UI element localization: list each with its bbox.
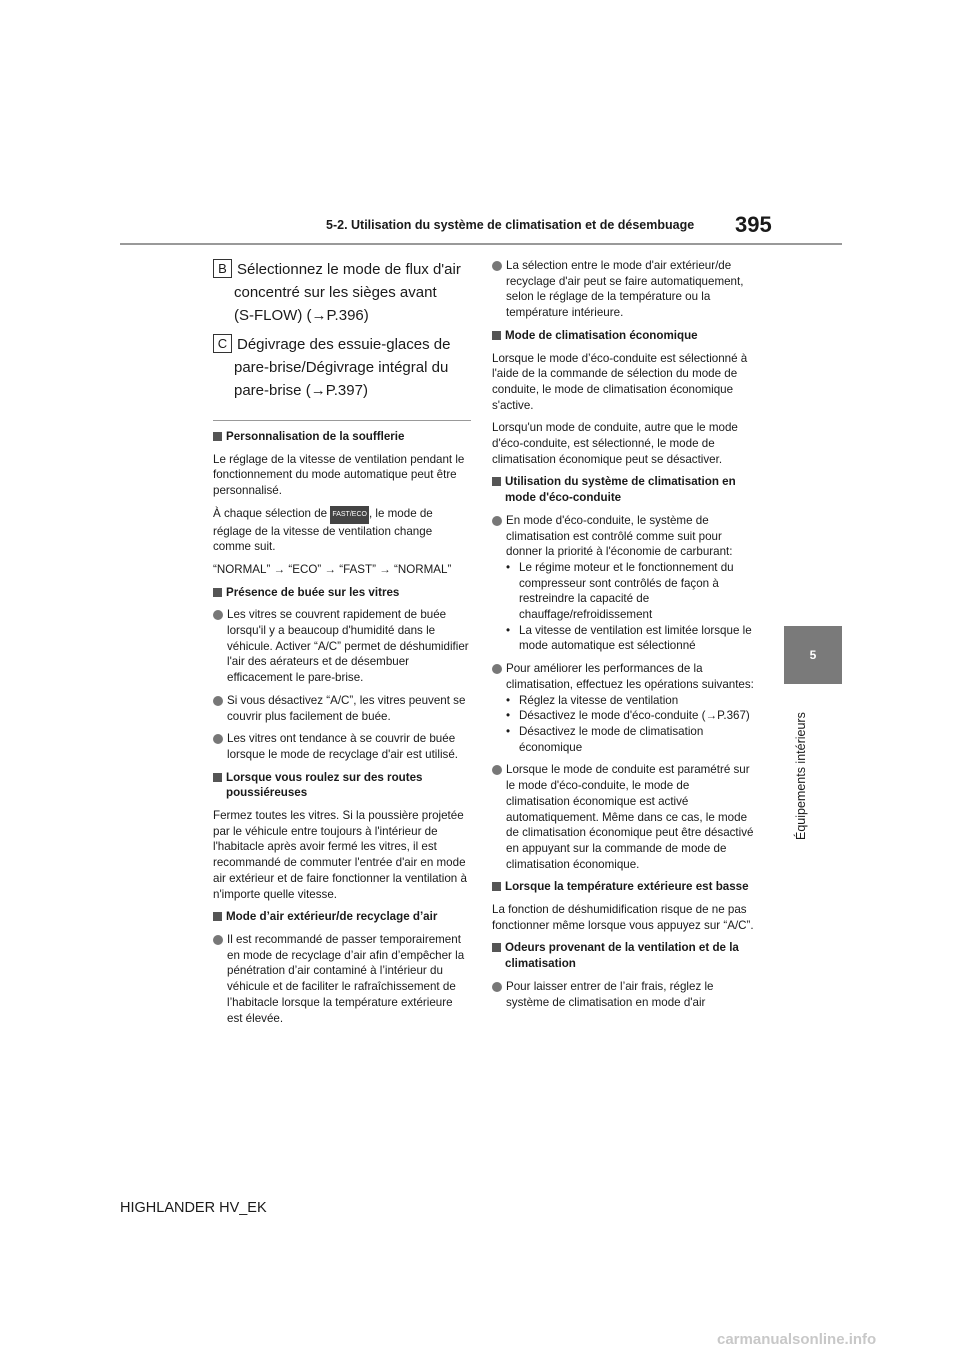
paragraph: Le réglage de la vitesse de ventilation pendant le fonctionnement du mode automatique peut être personnalisé. [213, 452, 465, 498]
bullet: Pour améliorer les performances de la climatisation, effectuez les opérations suivantes: • Réglez la vitesse de ventilation • Désactivez le mode d'éco-conduite (→P.367) • Désactivez le mode de climatisation économique [492, 661, 754, 755]
item-c: C Dégivrage des essuie-glaces de pare-brise/Dégivrage intégral du pare-brise (→P.397) [213, 333, 471, 402]
left-column [213, 258, 471, 1033]
sub-bullet: • Réglez la vitesse de ventilation [506, 693, 679, 707]
circle-bullet-icon [492, 261, 502, 271]
bullet: Les vitres ont tendance à se couvrir de buée lorsque le mode de recyclage d'air est utilisé. [213, 731, 471, 762]
circle-bullet-icon [213, 935, 223, 945]
header-rule [120, 243, 842, 245]
paragraph: Lorsqu'un mode de conduite, autre que le mode d'éco-conduite, est sélectionné, le mode de climatisation économique peut se désactiver. [492, 421, 738, 466]
bullet: En mode d'éco-conduite, le système de climatisation est contrôlé comme suit pour donner la priorité à l'économie de carburant: • Le régime moteur et le fonctionnement du compresseur sont contrôlés de façon à restreindre la capacité de chauffage/refroidissement • La vitesse de ventilation est limitée lorsque le mode automatique est sélectionné [492, 513, 754, 654]
paragraph: Lorsque le mode d’éco-conduite est sélectionné à l'aide de la commande de sélection du mode de conduite, le mode de climatisation économique s'active. [492, 351, 748, 412]
label-box-b: B [213, 259, 232, 278]
square-bullet-icon [492, 882, 501, 891]
watermark[interactable]: carmanualsonline.info [717, 1331, 877, 1348]
square-bullet-icon [492, 943, 501, 952]
square-bullet-icon [213, 432, 222, 441]
heading: Utilisation du système de climatisation en mode d'éco-conduite [492, 474, 754, 505]
separator [213, 420, 471, 421]
sub-bullet: • Désactivez le mode de climatisation économique [506, 724, 704, 754]
footer-model: HIGHLANDER HV_EK [120, 1200, 267, 1216]
heading: Lorsque la température extérieure est basse [492, 879, 754, 895]
chapter-tab[interactable]: 5 [784, 626, 842, 684]
circle-bullet-icon [213, 696, 223, 706]
paragraph: À chaque sélection de FAST/ECO , le mode de réglage de la vitesse de ventilation change comme suit. [213, 506, 433, 554]
chapter-label: Équipements intérieurs [794, 712, 808, 840]
square-bullet-icon [213, 588, 222, 597]
heading: Présence de buée sur les vitres [213, 585, 471, 601]
circle-bullet-icon [492, 516, 502, 526]
sub-bullet: • Le régime moteur et le fonctionnement du compresseur sont contrôlés de façon à restreindre la capacité de chauffage/refroidissement [506, 560, 734, 622]
circle-bullet-icon [213, 610, 223, 620]
heading: Mode d’air extérieur/de recyclage d’air [213, 909, 471, 925]
bullet: Lorsque le mode de conduite est paramétré sur le mode d'éco-conduite, le mode de climatisation économique est activé automatiquement. Même dans ce cas, le mode de climatisation économique peut être désactivé en appuyant sur la commande de mode de climatisation économique. [492, 762, 754, 872]
circle-bullet-icon [492, 765, 502, 775]
square-bullet-icon [213, 773, 222, 782]
heading: Lorsque vous roulez sur des routes poussiéreuses [213, 770, 471, 801]
sub-bullet: • Désactivez le mode d'éco-conduite (→P.367) [506, 709, 750, 723]
page-number: 395 [735, 212, 772, 237]
bullet: La sélection entre le mode d'air extérieur/de recyclage d'air peut se faire automatiquement, selon le réglage de la température ou la température intérieure. [492, 258, 754, 321]
section-title: 5-2. Utilisation du système de climatisation et de désembuage [326, 218, 695, 232]
circle-bullet-icon [492, 982, 502, 992]
square-bullet-icon [213, 912, 222, 921]
fast-eco-button-icon: FAST/ECO [330, 506, 369, 524]
bullet: Pour laisser entrer de l’air frais, réglez le système de climatisation en mode d'air [492, 979, 754, 1010]
heading: Odeurs provenant de la ventilation et de la climatisation [492, 940, 754, 971]
paragraph: Fermez toutes les vitres. Si la poussière projetée par le véhicule entre toujours à l'intérieur de l'habitacle après avoir fermé les vitres, il est recommandé de commuter l'entrée d'air en mode air extérieur et de faire fonctionner la ventilation à n'importe quelle vitesse. [213, 809, 467, 901]
circle-bullet-icon [213, 734, 223, 744]
square-bullet-icon [492, 331, 501, 340]
bullet: Il est recommandé de passer temporairement en mode de recyclage d’air afin d’empêcher la pénétration d’air contaminé à l’intérieur du véhicule et de faciliter le rafraîchissement de l’habitacle lorsque la température extérieure est élevée. [213, 932, 471, 1026]
bullet: Si vous désactivez “A/C”, les vitres peuvent se couvrir plus facilement de buée. [213, 693, 471, 724]
paragraph: “NORMAL” → “ECO” → “FAST” → “NORMAL” [213, 562, 452, 576]
sub-bullet: • La vitesse de ventilation est limitée lorsque le mode automatique est sélectionné [506, 623, 752, 653]
label-box-c: C [213, 334, 232, 353]
paragraph: La fonction de déshumidification risque de ne pas fonctionner même lorsque vous appuyez sur “A/C”. [492, 903, 754, 932]
right-column [492, 258, 754, 1017]
circle-bullet-icon [492, 664, 502, 674]
item-b: B Sélectionnez le mode de flux d'air concentré sur les sièges avant (S-FLOW) (→P.396) [213, 258, 471, 327]
heading: Mode de climatisation économique [492, 328, 754, 344]
bullet: Les vitres se couvrent rapidement de buée lorsqu'il y a beaucoup d'humidité dans le véhicule. Activer “A/C” permet de déshumidifier l'air des aérateurs et de désembuer efficacement le pare-brise. [213, 607, 471, 686]
square-bullet-icon [492, 477, 501, 486]
heading: Personnalisation de la soufflerie [213, 429, 471, 445]
